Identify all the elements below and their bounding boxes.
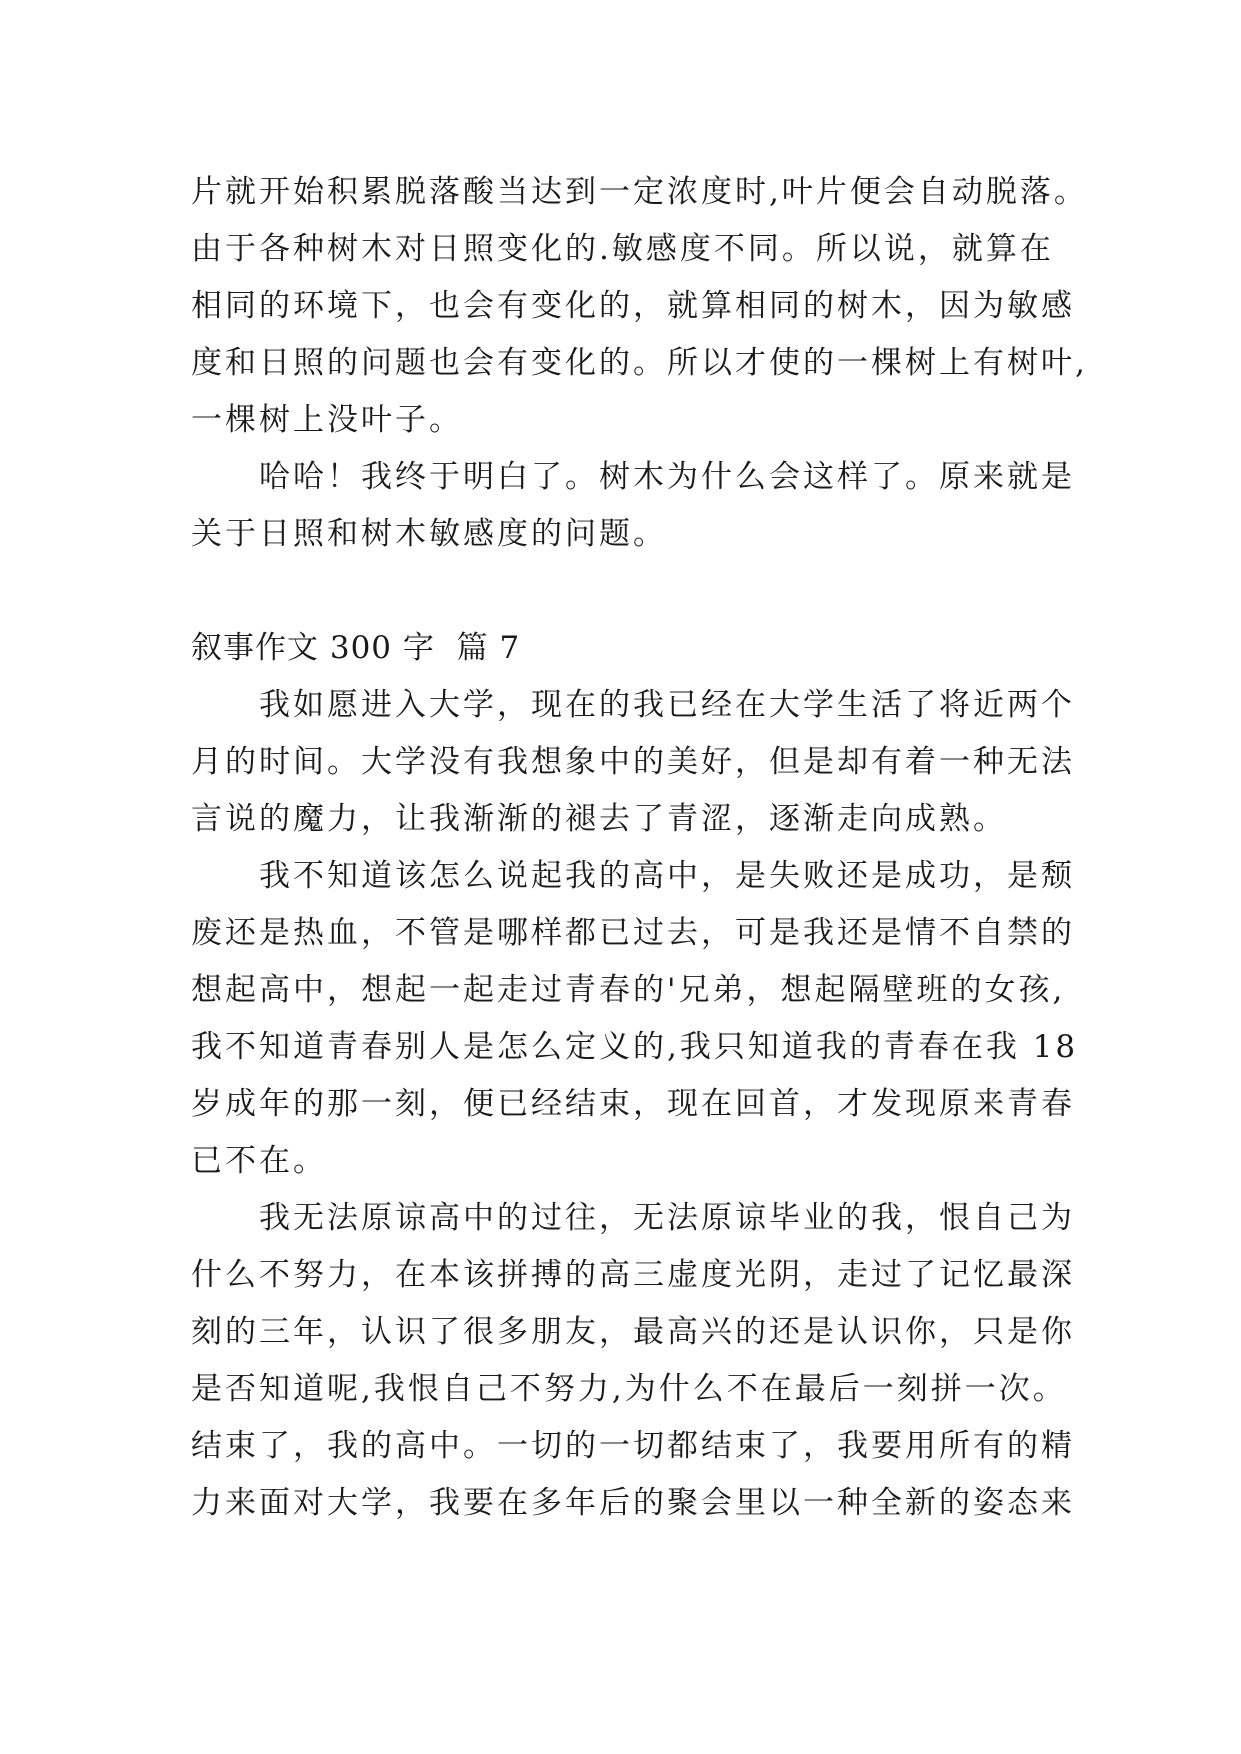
text-line: 力来面对大学，我要在多年后的聚会里以一种全新的姿态来 (191, 1485, 1075, 1521)
text-line: 结束了，我的高中。一切的一切都结束了，我要用所有的精 (191, 1428, 1075, 1464)
section-title: 叙事作文 300 字 篇 7 (191, 630, 521, 666)
text-line: 我如愿进入大学，现在的我已经在大学生活了将近两个 (191, 687, 1075, 723)
text-line: 是否知道呢,我恨自己不努力,为什么不在最后一刻拼一次。 (191, 1371, 1067, 1407)
text-line: 已不在。 (191, 1143, 327, 1179)
text-line: 岁成年的那一刻，便已经结束，现在回首，才发现原来青春 (191, 1086, 1075, 1122)
text-line: 度和日照的问题也会有变化的。所以才使的一棵树上有树叶, (191, 345, 1088, 381)
paragraph-2 (191, 449, 1191, 563)
text-line: 我无法原谅高中的过往，无法原谅毕业的我，恨自己为 (191, 1200, 1075, 1236)
text-line: 一棵树上没叶子。 (191, 402, 463, 438)
text-line: 废还是热血，不管是哪样都已过去，可是我还是情不自禁的 (191, 915, 1075, 951)
text-line: 片就开始积累脱落酸当达到一定浓度时,叶片便会自动脱落。 (191, 174, 1088, 210)
text-line: 想起高中，想起一起走过青春的'兄弟，想起隔壁班的女孩, (191, 972, 1066, 1008)
text-line: 刻的三年，认识了很多朋友，最高兴的还是认识你，只是你 (191, 1314, 1075, 1350)
text-line: 月的时间。大学没有我想象中的美好，但是却有着一种无法 (191, 744, 1075, 780)
text-line: 我不知道青春别人是怎么定义的,我只知道我的青春在我 18 (191, 1029, 1079, 1065)
paragraph-4 (191, 848, 1191, 1190)
paragraph-3 (191, 677, 1191, 848)
text-line: 什么不努力，在本该拼搏的高三虚度光阴，走过了记忆最深 (191, 1257, 1075, 1293)
paragraph-5 (191, 1190, 1191, 1532)
text-line: 由于各种树木对日照变化的.敏感度不同。所以说，就算在 (191, 231, 1054, 267)
text-line: 相同的环境下，也会有变化的，就算相同的树木，因为敏感 (191, 288, 1075, 324)
section-spacer (191, 563, 1191, 620)
text-line: 哈哈！我终于明白了。树木为什么会这样了。原来就是 (191, 459, 1075, 495)
essay-body (191, 164, 1191, 1532)
paragraph-1 (191, 164, 1191, 449)
text-line: 言说的魔力，让我渐渐的褪去了青涩，逐渐走向成熟。 (191, 801, 1007, 837)
text-line: 关于日照和树木敏感度的问题。 (191, 516, 667, 552)
text-line: 我不知道该怎么说起我的高中，是失败还是成功，是颓 (191, 858, 1075, 894)
